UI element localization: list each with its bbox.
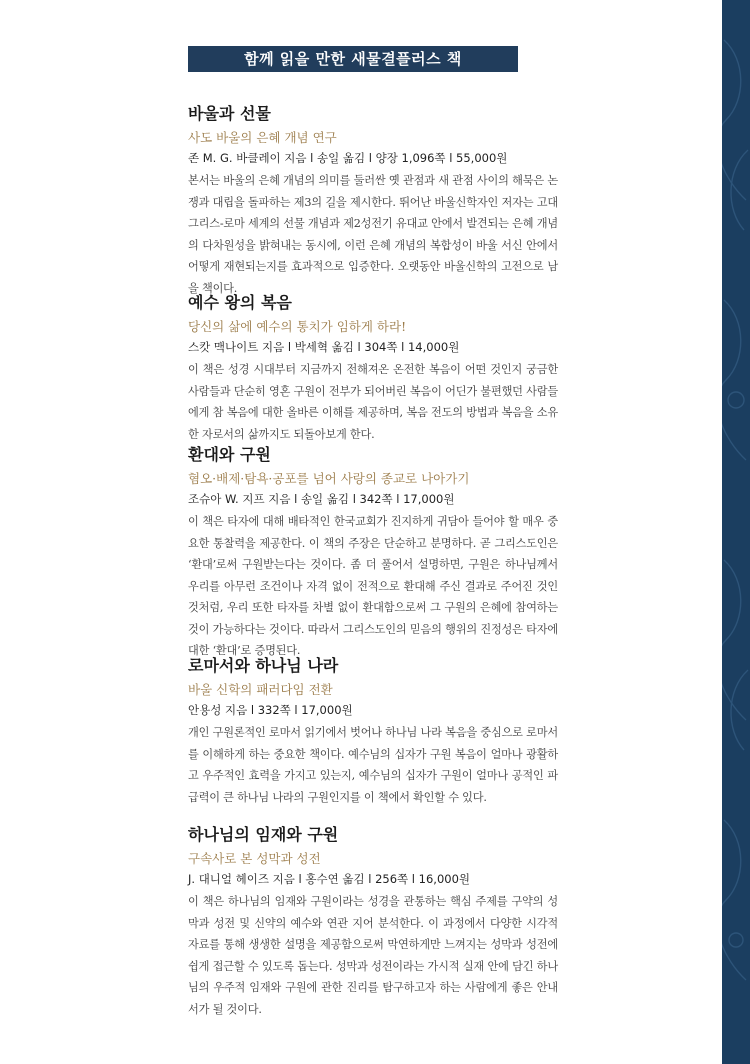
book-title: 하나님의 임재와 구원 [188,825,339,844]
book-entry [188,103,558,299]
book-subtitle: 구속사로 본 성막과 성전 [188,851,321,866]
book-description: 이 책은 하나님의 임재와 구원이라는 성경을 관통하는 핵심 주제를 구약의 성막과 성전 및 신약의 예수와 연관 지어 분석한다. 이 과정에서 다양한 시각적 자료를 통해 생생한 설명을 제공함으로써 막연하게만 느껴지는 성막과 성전에 쉽게 접근할 수 있도록 돕는다. 성막과 성전이라는 가시적 실재 안에 담긴 하나님의 우주적 임재와 구원에 관한 진리를 탐구하고자 하는 사람에게 좋은 안내서가 될 것이다. [188,895,558,1016]
decorative-side-band [722,0,750,1064]
book-description: 이 책은 성경 시대부터 지금까지 전해져온 온전한 복음이 어떤 것인지 궁금한 사람들과 단순히 영혼 구원이 전부가 되어버린 복음이 어딘가 불편했던 사람들에게 참 복음에 대한 올바른 이해를 제공하며, 복음 전도의 방법과 복음을 소유한 자로서의 삶까지도 되돌아보게 한다. [188,363,558,441]
book-entry [188,292,558,445]
book-description: 개인 구원론적인 로마서 읽기에서 벗어나 하나님 나라 복음을 중심으로 로마서를 이해하게 하는 중요한 책이다. 예수님의 십자가 구원 복음이 얼마나 광활하고 우주적인 효력을 가지고 있는지, 예수님의 십자가 구원이 얼마나 공적인 파급력이 큰 하나님 나라의 구원인지를 이 책에서 확인할 수 있다. [188,726,558,804]
book-meta: 안용성 지음 l 332쪽 l 17,000원 [188,703,353,717]
book-description: 본서는 바울의 은혜 개념의 의미를 둘러싼 옛 관점과 새 관점 사이의 해묵은 논쟁과 대립을 돌파하는 제3의 길을 제시한다. 뛰어난 바울신학자인 저자는 고대 그리스-로마 세계의 선물 개념과 제2성전기 유대교 안에서 발견되는 은혜 개념의 다차원성을 밝혀내는 동시에, 이런 은혜 개념의 복합성이 바울 서신 안에서 어떻게 재현되는지를 효과적으로 입증한다. 오랫동안 바울신학의 고전으로 남을 책이다. [188,174,558,295]
book-title: 환대와 구원 [188,445,271,464]
book-description: 이 책은 타자에 대해 배타적인 한국교회가 진지하게 귀담아 들어야 할 매우 중요한 통찰력을 제공한다. 이 책의 주장은 단순하고 분명하다. 곧 그리스도인은 ‘환대’로써 구원받는다는 것이다. 좀 더 풀어서 설명하면, 구원은 하나님께서 우리를 아무런 조건이나 자격 없이 전적으로 환대해 주신 결과로 주어진 것인 것처럼, 우리 또한 타자를 차별 없이 환대함으로써 그 구원의 은혜에 참여하는 것이 가능하다는 것이다. 따라서 그리스도인의 믿음의 행위의 진정성은 타자에 대한 ‘환대’로 증명된다. [188,515,558,657]
recommended-books-banner: 함께 읽을 만한 새물결플러스 책 [188,46,518,72]
book-meta: J. 대니얼 헤이즈 지음 l 홍수연 옮김 l 256쪽 l 16,000원 [188,872,471,886]
book-subtitle: 당신의 삶에 예수의 통치가 임하게 하라! [188,319,407,334]
book-title: 로마서와 하나님 나라 [188,656,339,675]
book-subtitle: 사도 바울의 은혜 개념 연구 [188,130,337,145]
book-entry [188,824,558,1020]
swirl-pattern-icon [722,0,750,1064]
book-meta: 조슈아 W. 지프 지음 l 송일 옮김 l 342쪽 l 17,000원 [188,492,455,506]
book-meta: 스캇 맥나이트 지음 l 박세혁 옮김 l 304쪽 l 14,000원 [188,340,460,354]
book-title: 예수 왕의 복음 [188,293,292,312]
book-title: 바울과 선물 [188,104,271,123]
book-meta: 존 M. G. 바클레이 지음 l 송일 옮김 l 양장 1,096쪽 l 55,000원 [188,151,508,165]
book-entry [188,444,558,662]
book-entry [188,655,558,808]
book-subtitle: 바울 신학의 패러다임 전환 [188,682,333,697]
book-subtitle: 혐오·배제·탐욕·공포를 넘어 사랑의 종교로 나아가기 [188,471,470,486]
